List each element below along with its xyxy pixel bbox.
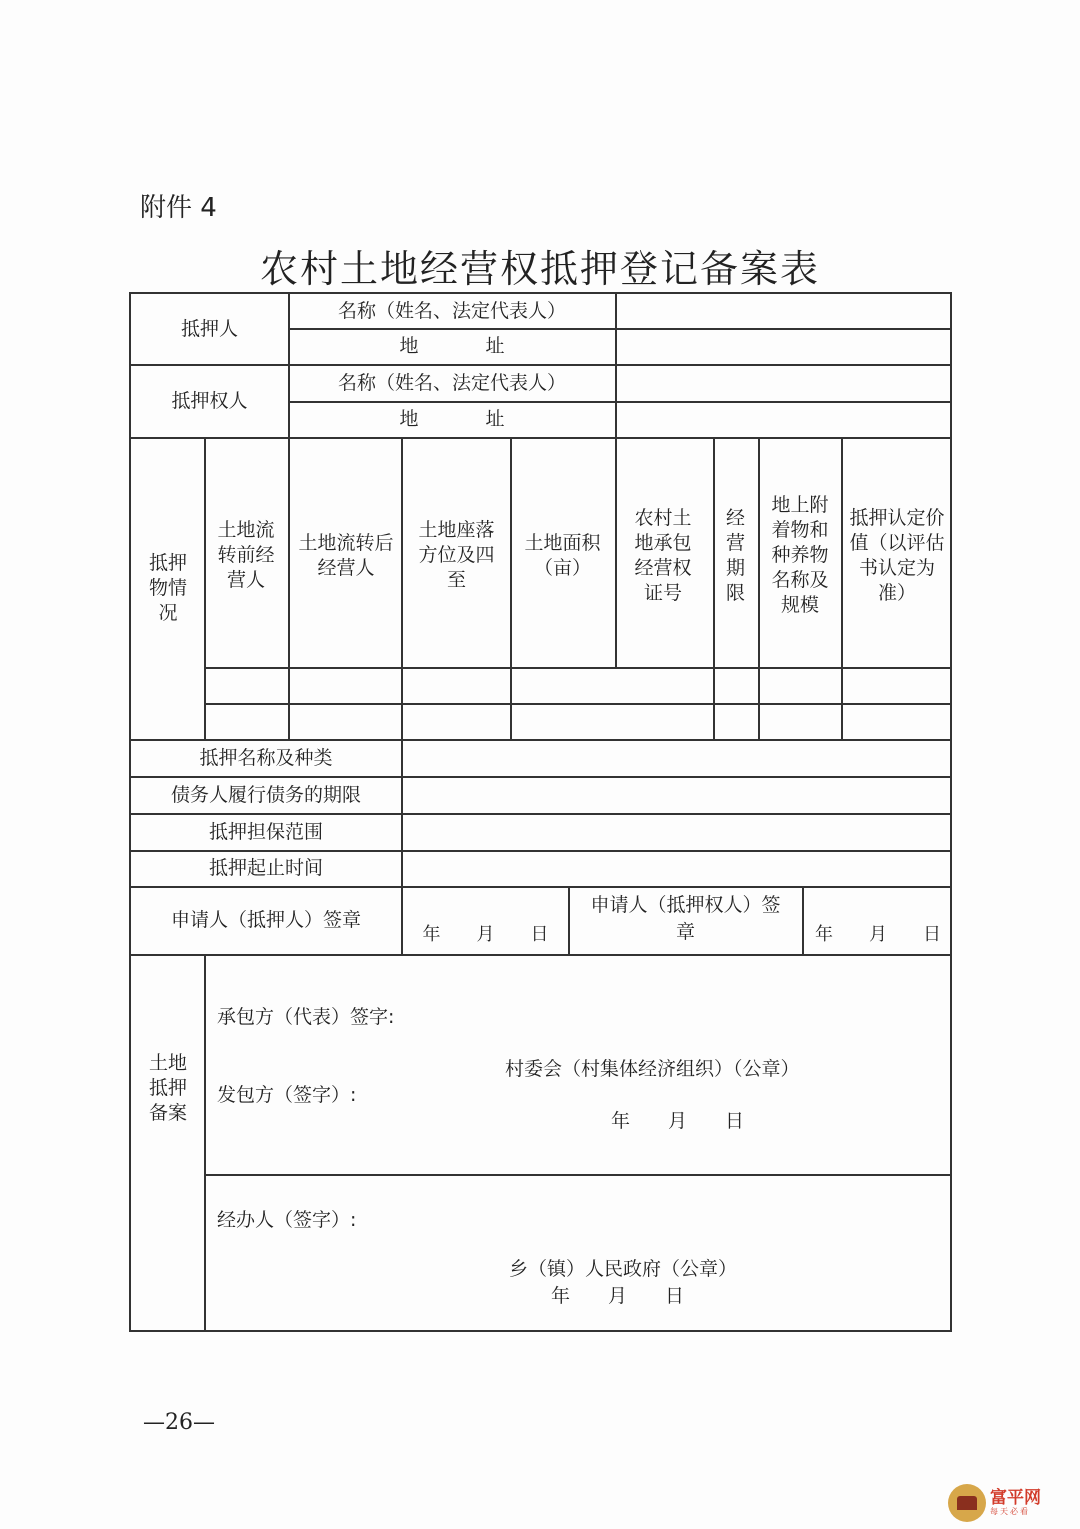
grid-line	[204, 667, 952, 669]
grid-line	[758, 437, 760, 739]
mortgagor-sign-date: 年 月 日	[422, 923, 549, 945]
watermark-subtext: 每天必看	[990, 1507, 1030, 1516]
grid-line	[288, 437, 290, 739]
grid-line	[510, 437, 512, 739]
village-seal-label: 村委会（村集体经济组织）（公章）	[505, 1058, 800, 1080]
government-seal-label: 乡（镇）人民政府（公章）	[509, 1258, 738, 1280]
grid-line	[204, 703, 952, 705]
col-header-appraised-value: 抵押认定价值（以评估书认定为准）	[849, 506, 945, 604]
col-header-land-location: 土地座落方位及四至	[418, 519, 495, 591]
filing-label: 土地抵押备案	[148, 1052, 187, 1124]
village-seal-date: 年 月 日	[611, 1110, 745, 1132]
col-header-operation-period: 经营期限	[725, 506, 745, 604]
filing-form-table	[129, 292, 952, 1332]
mortgagor-sign-label: 申请人（抵押人）签章	[170, 909, 361, 931]
collateral-label: 抵押物情况	[148, 552, 187, 624]
form-title: 农村土地经营权抵押登记备案表	[259, 247, 820, 291]
handler-sign-label: 经办人（签字）:	[217, 1209, 357, 1231]
grid-line	[401, 437, 403, 739]
mortgagee-sign-label-line2: 章	[675, 921, 695, 943]
grid-line	[131, 437, 952, 439]
issuer-sign-label: 发包方（签字）:	[217, 1084, 357, 1106]
col-header-pre-transfer-operator: 土地流转前经营人	[217, 519, 275, 591]
grid-line	[204, 1174, 952, 1176]
col-header-land-area: 土地面积（亩）	[524, 531, 601, 579]
row-label-mortgage-type: 抵押名称及种类	[199, 746, 333, 769]
contractor-sign-label: 承包方（代表）签字:	[217, 1006, 395, 1028]
mortgagor-name-label: 名称（姓名、法定代表人）	[337, 299, 566, 322]
row-label-guarantee-scope: 抵押担保范围	[208, 820, 323, 843]
grid-line	[615, 294, 617, 667]
col-header-attachments: 地上附着物和种养物名称及规模	[771, 494, 829, 616]
mortgagor-address-label: 地 址	[399, 335, 529, 357]
mortgagor-label: 抵押人	[180, 317, 238, 340]
mortgagee-sign-label-line1: 申请人（抵押权人）签	[590, 894, 781, 916]
mortgagee-address-label: 地 址	[399, 408, 529, 430]
grid-line	[131, 954, 952, 956]
row-label-debt-period: 债务人履行债务的期限	[170, 783, 361, 806]
grid-line	[841, 437, 843, 739]
grid-line	[204, 437, 206, 739]
mortgagee-name-label: 名称（姓名、法定代表人）	[337, 371, 566, 394]
government-seal-date: 年 月 日	[551, 1285, 685, 1307]
col-header-post-transfer-operator: 土地流转后经营人	[298, 531, 394, 579]
page-number: —26—	[143, 1410, 215, 1435]
col-header-certificate-number: 农村土地承包经营权证号	[634, 506, 692, 604]
grid-line	[713, 437, 715, 739]
watermark	[948, 1484, 1041, 1522]
watermark-logo-icon	[948, 1484, 986, 1522]
row-label-mortgage-period: 抵押起止时间	[208, 857, 323, 879]
annex-label: 附件 4	[140, 193, 217, 223]
mortgagee-label: 抵押权人	[171, 389, 248, 412]
grid-line	[204, 954, 206, 1332]
mortgagee-sign-date: 年 月 日	[815, 923, 941, 945]
watermark-text: 富平网	[990, 1488, 1041, 1508]
